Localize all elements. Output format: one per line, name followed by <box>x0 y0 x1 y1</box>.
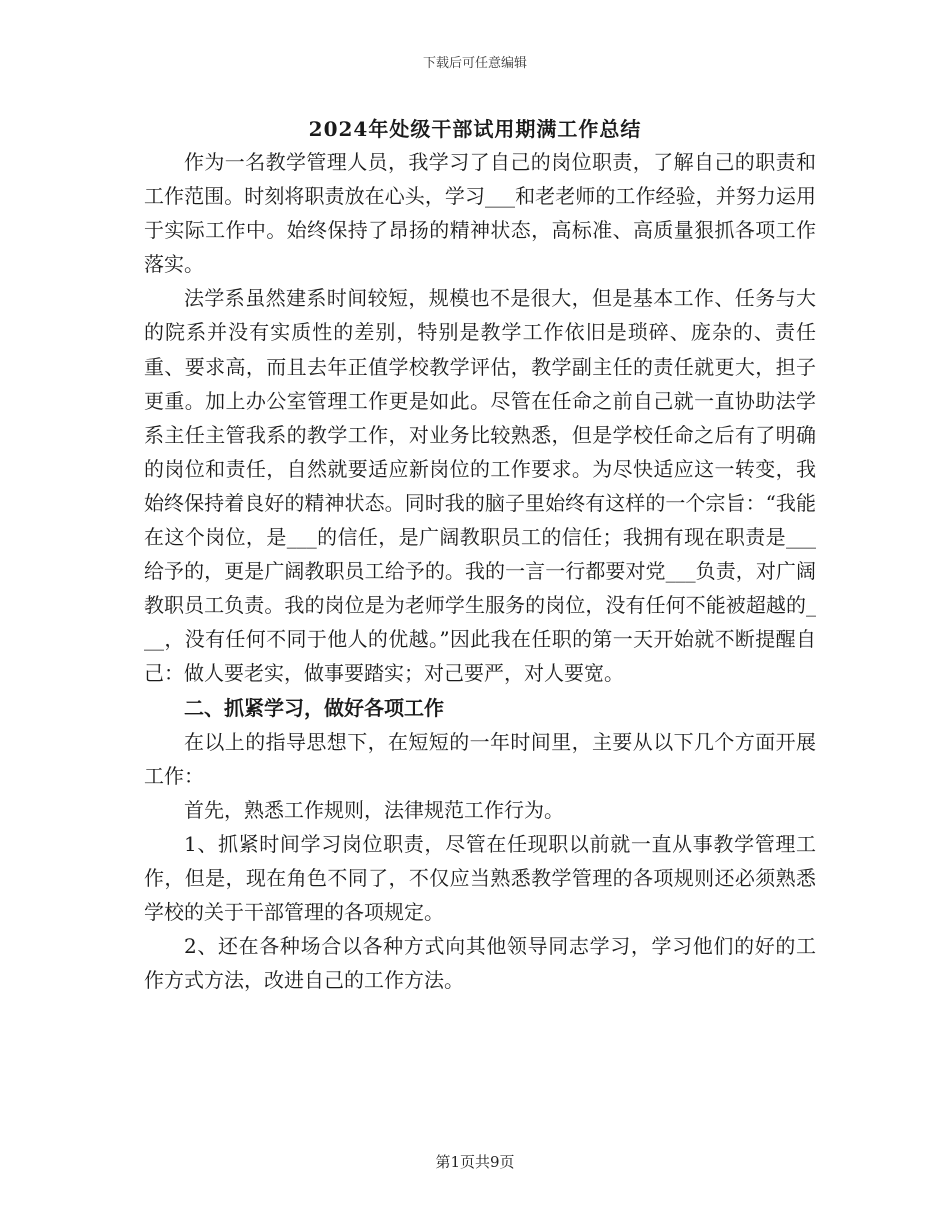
paragraph: 作为一名教学管理人员，我学习了自己的岗位职责，了解自己的职责和工作范围。时刻将职责放在心头，学习___和老老师的工作经验，并努力运用于实际工作中。始终保持了昂扬的精神状态，高标准、高质量狠抓各项工作落实。 <box>144 150 816 277</box>
paragraph: 在以上的指导思想下，在短短的一年时间里，主要从以下几个方面开展工作： <box>144 729 816 788</box>
paragraph: 2、还在各种场合以各种方式向其他领导同志学习，学习他们的好的工作方式方法，改进自己的工作方法。 <box>144 934 816 993</box>
paragraph: 首先，熟悉工作规则，法律规范工作行为。 <box>184 797 564 822</box>
document-body <box>144 145 816 997</box>
section-heading: 二、抓紧学习，做好各项工作 <box>184 695 444 720</box>
page-header: 下载后可任意编辑 <box>422 56 527 71</box>
paragraph: 1、抓紧时间学习岗位职责，尽管在任现职以前就一直从事教学管理工作，但是，现在角色不同了，不仅应当熟悉教学管理的各项规则还必须熟悉学校的关于干部管理的各项规定。 <box>144 831 816 925</box>
page-footer: 第1页共9页 <box>435 1153 515 1171</box>
paragraph: 法学系虽然建系时间较短，规模也不是很大，但是基本工作、任务与大的院系并没有实质性的差别，特别是教学工作依旧是琐碎、庞杂的、责任重、要求高，而且去年正值学校教学评估，教学副主任的责任就更大，担子更重。加上办公室管理工作更是如此。尽管在任命之前自己就一直协助法学系主任主管我系的教学工作，对业务比较熟悉，但是学校任命之后有了明确的岗位和责任，自然就要适应新岗位的工作要求。为尽快适应这一转变，我始终保持着良好的精神状态。同时我的脑子里始终有这样的一个宗旨：“我能在这个岗位，是___的信任，是广阔教职员工的信任；我拥有现在职责是___给予的，更是广阔教职员工给予的。我的一言一行都要对党___负责，对广阔教职员工负责。我的岗位是为老师学生服务的岗位，没有任何不能被超越的___，没有任何不同于他人的优越。”因此我在任职的第一天开始就不断提醒自己：做人要老实，做事要踏实；对己要严，对人要宽。 <box>144 286 816 686</box>
document-title: 2024年处级干部试用期满工作总结 <box>308 117 642 141</box>
